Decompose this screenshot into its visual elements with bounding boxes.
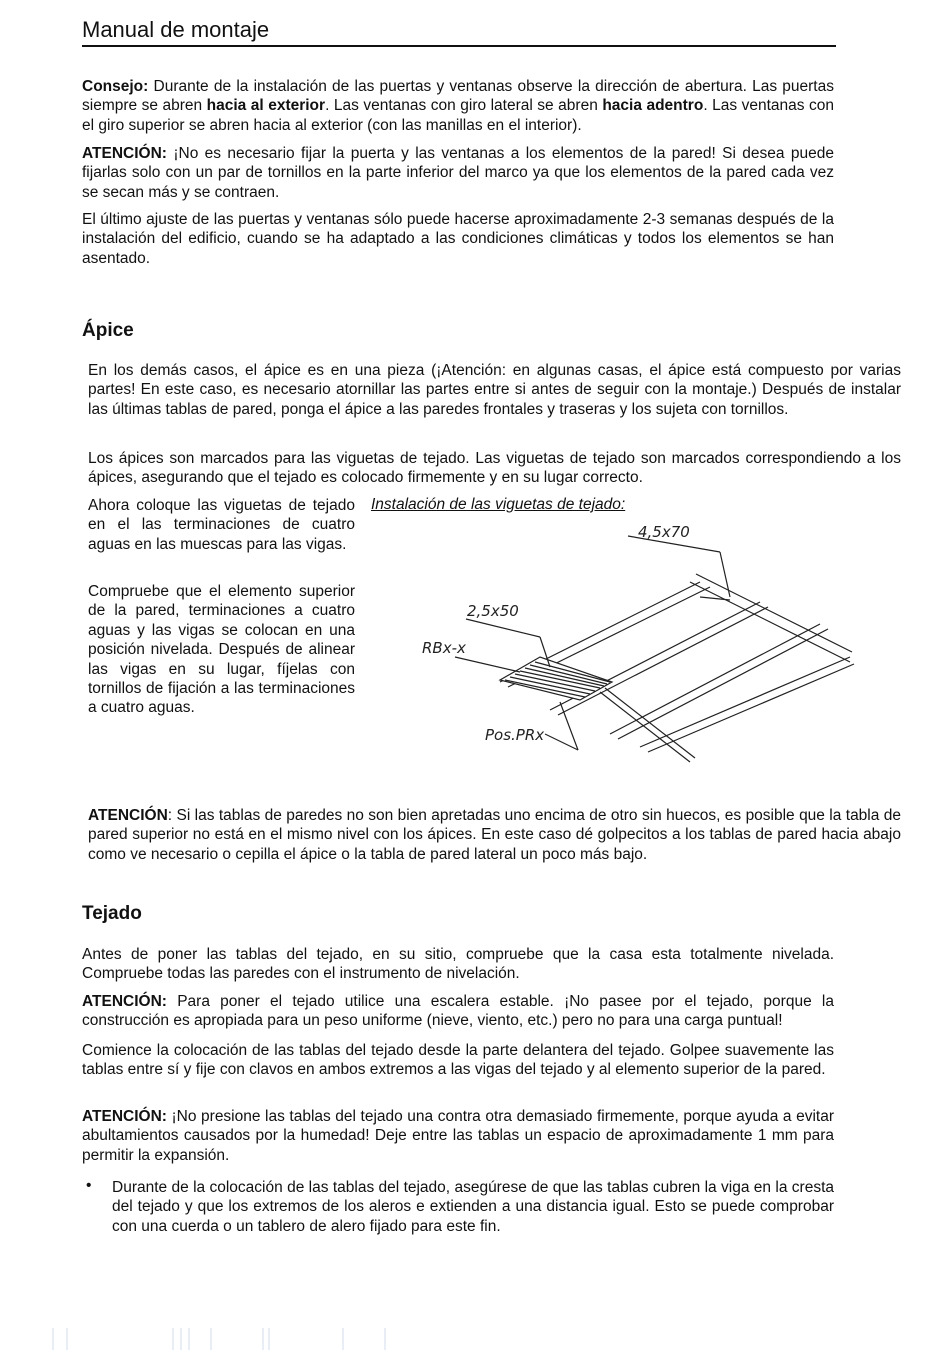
adjustment-paragraph: El último ajuste de las puertas y ventanas sólo puede hacerse aproximadamente 2-3 semanas después de la instalación del edificio, cuando se ha adaptado a las condiciones climáticas y todos los elementos se han asentado. xyxy=(82,211,834,267)
roof-bullet-item: Durante de la colocación de las tablas del tejado, asegúrese de que las tablas cubren la viga en la cresta del tejado y que los extremos de los aleros e extienden a una distancia igual. Esto se puede comprobar con una cuerda o un tablero de alero fijado para este fin. xyxy=(112,1179,834,1235)
leader-board xyxy=(455,657,520,672)
section-heading-apex: Ápice xyxy=(82,320,134,341)
bullet-marker: • xyxy=(86,1177,92,1194)
leader-screw-small xyxy=(466,619,540,637)
section-heading-roof: Tejado xyxy=(82,903,142,924)
roof-attention2-label: ATENCIÓN: xyxy=(82,1108,167,1125)
joist-line xyxy=(610,624,820,734)
tip-paragraph xyxy=(82,77,834,135)
apex-column-text-2: Compruebe que el elemento superior de la pared, terminaciones a cuatro aguas y las vigas se colocan en una posición nivelada. Después de alinear las vigas en su lugar, fíjelas con tornillos de fijación a las terminaciones a cuatro aguas. xyxy=(88,583,355,717)
tip-text-3: . Las ventanas con el giro superior se abren hacia al exterior (con las manillas en el interior). xyxy=(82,97,835,134)
apex-paragraph-1: En los demás casos, el ápice es en una pieza (¡Atención: en algunas casas, el ápice está compuesto por varias partes! En este caso, es necesario atornillar las partes entre si antes de seguir con la montaje.) Después de instalar las últimas tablas de pared, ponga el ápice a las paredes frontales y traseras y los sujeta con tornillos. xyxy=(88,362,901,418)
joist-line xyxy=(558,607,768,715)
ridge-line xyxy=(696,574,852,652)
roof-attention2-text: ¡No presione las tablas del tejado una contra otra demasiado firmemente, porque ayuda a evitar abultamientos causados por la humedad! Deje entre las tablas un espacio de aproximadamente 1 mm para permitir la expansión. xyxy=(82,1108,834,1164)
tip-text-1: Durante de la instalación de las puertas y ventanas observe la dirección de abertura. Las puertas siempre se abren xyxy=(82,78,834,115)
attention-text: ¡No es necesario fijar la puerta y las ventanas a los elementos de la pared! Si desea puede fijarlas solo con un par de tornillos en la parte inferior del marco ya que los elementos de la pared cada vez se secan más y se contraen. xyxy=(82,145,834,201)
page-footer-marks xyxy=(50,1328,450,1348)
roof-attention-paragraph-2 xyxy=(82,1107,834,1165)
roof-attention1-text: Para poner el tejado utilice una escalera estable. ¡No pasee por el tejado, porque la construcción es apropiada para un peso uniforme (nieve, viento, etc.) pero no para una carga puntual! xyxy=(82,993,834,1030)
apex-column-text-1: Ahora coloque las viguetas de tejado en el las terminaciones de cuatro aguas en las muescas para las vigas. xyxy=(88,497,355,553)
page-header xyxy=(82,16,836,47)
tip-text-2: . Las ventanas con giro lateral se abren xyxy=(325,97,603,115)
figure-caption: Instalación de las viguetas de tejado: xyxy=(371,496,626,513)
roof-joist-installation-figure xyxy=(400,512,870,780)
tip-label: Consejo: xyxy=(82,78,149,95)
tip-bold-inward: hacia adentro xyxy=(602,97,704,115)
apex-attention-paragraph xyxy=(88,806,901,864)
rafter-line xyxy=(600,692,690,762)
label-screw-small: 2,5x50 xyxy=(467,602,519,620)
label-position: Pos.PRx xyxy=(485,726,545,744)
label-screw-large: 4,5x70 xyxy=(638,523,690,541)
roof-attention1-label: ATENCIÓN: xyxy=(82,993,167,1010)
label-board: RBx-x xyxy=(422,639,466,657)
manual-title: Manual de montaje xyxy=(82,17,270,42)
apex-attention-text: : Si las tablas de paredes no son bien apretadas uno encima de otro sin huecos, es posible que la tabla de pared superior no está en el mismo nivel con los ápices. En este caso dé golpecitos a los tablas de pared hacia abajo como ve necesario o cepilla el ápice o la tabla de pared lateral un poco más bajo. xyxy=(88,807,901,863)
apex-attention-label: ATENCIÓN xyxy=(88,807,168,824)
roof-paragraph-1: Antes de poner las tablas del tejado, en su sitio, compruebe que la casa esta totalmente nivelada. Compruebe todas las paredes con el instrumento de nivelación. xyxy=(82,946,834,983)
attention-paragraph-doors xyxy=(82,144,834,202)
leader-screw-large xyxy=(720,552,730,597)
tip-bold-exterior: hacia al exterior xyxy=(206,97,326,115)
rafter-line xyxy=(605,688,695,758)
roof-attention-paragraph-1 xyxy=(82,992,834,1031)
ridge-line xyxy=(700,597,730,600)
apex-paragraph-2: Los ápices son marcados para las viguetas de tejado. Las viguetas de tejado son marcados correspondiendo a los ápices, asegurando que el tejado es colocado firmemente y en su lugar correcto. xyxy=(88,450,901,487)
attention-label: ATENCIÓN: xyxy=(82,145,167,162)
roof-paragraph-2: Comience la colocación de las tablas del tejado desde la parte delantera del tejado. Golpee suavemente las tablas entre sí y fije con clavos en ambos extremos a las vigas del tejado y al elemento superior de la pared. xyxy=(82,1042,834,1079)
joist-line xyxy=(648,664,854,752)
